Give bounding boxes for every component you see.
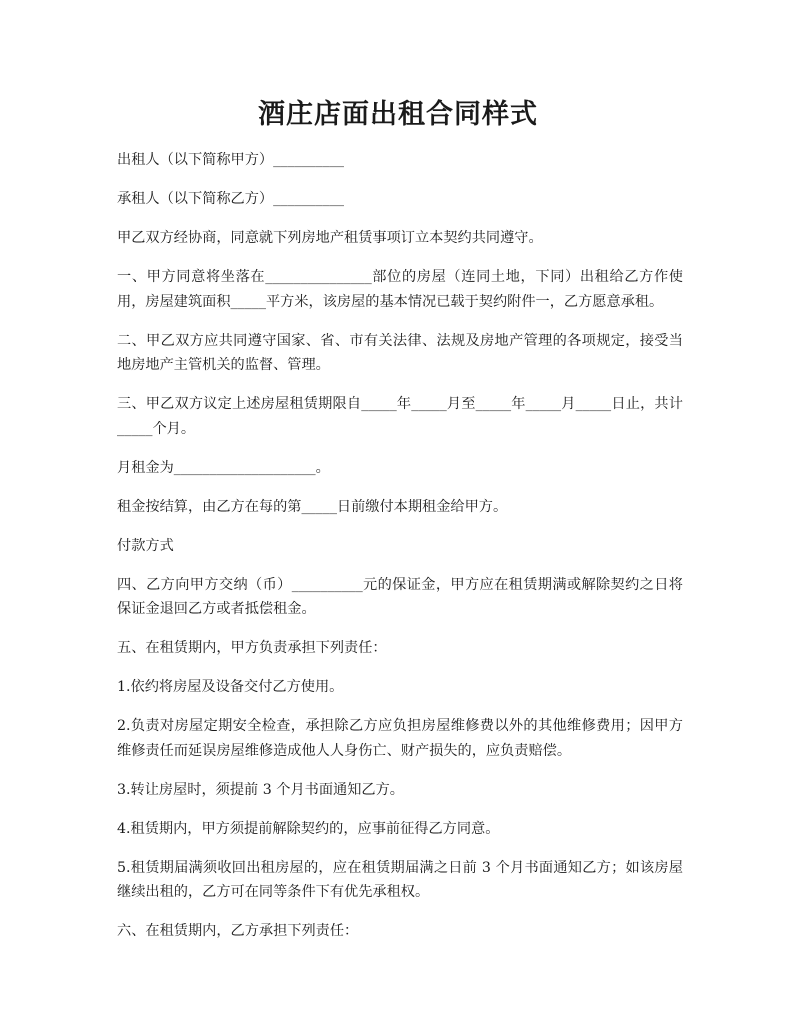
clause-5-item-2: 2.负责对房屋定期安全检查，承担除乙方应负担房屋维修费以外的其他维修费用；因甲方维修责任而延误房屋维修造成他人人身伤亡、财产损失的，应负责赔偿。 — [117, 718, 683, 759]
clause-5-item-3: 3.转让房屋时，须提前 3 个月书面通知乙方。 — [117, 781, 404, 798]
clause-2: 二、甲乙双方应共同遵守国家、省、市有关法律、法规及房地产管理的各项规定，接受当地房地产主管机关的监督、管理。 — [117, 332, 683, 373]
agreement-intro: 甲乙双方经协商，同意就下列房地产租赁事项订立本契约共同遵守。 — [117, 230, 543, 246]
rent-settlement-line: 租金按结算，由乙方在每的第_____日前缴付本期租金给甲方。 — [117, 498, 508, 515]
clause-5-item-1: 1.依约将房屋及设备交付乙方使用。 — [117, 679, 344, 695]
clause-6: 六、在租赁期内，乙方承担下列责任： — [117, 923, 359, 939]
clause-5-item-4: 4.租赁期内，甲方须提前解除契约的，应事前征得乙方同意。 — [117, 820, 500, 837]
payment-method-heading: 付款方式 — [117, 537, 174, 554]
document-title: 酒庄店面出租合同样式 — [258, 99, 538, 130]
party-b-line: 承租人（以下简称乙方）__________ — [117, 191, 345, 207]
clause-5: 五、在租赁期内，甲方负责承担下列责任： — [117, 640, 387, 656]
party-a-line: 出租人（以下简称甲方）__________ — [117, 152, 345, 168]
clause-4: 四、乙方向甲方交纳（币）__________元的保证金，甲方应在租赁期满或解除契约之日将保证金退回乙方或者抵偿租金。 — [117, 576, 683, 617]
document-body — [117, 148, 683, 958]
clause-5-item-5: 5.租赁期届满须收回出租房屋的，应在租赁期届满之日前 3 个月书面通知乙方；如该房屋继续出租的，乙方可在同等条件下有优先承租权。 — [117, 859, 683, 900]
clause-1: 一、甲方同意将坐落在_______________部位的房屋（连同土地，下同）出租给乙方作使用，房屋建筑面积_____平方米，该房屋的基本情况已载于契约附件一，乙方愿意承租。 — [117, 269, 683, 310]
monthly-rent-line: 月租金为____________________。 — [117, 459, 330, 476]
clause-3: 三、甲乙双方议定上述房屋租赁期限自_____年_____月至_____年_____月_____日止，共计_____个月。 — [117, 396, 683, 437]
